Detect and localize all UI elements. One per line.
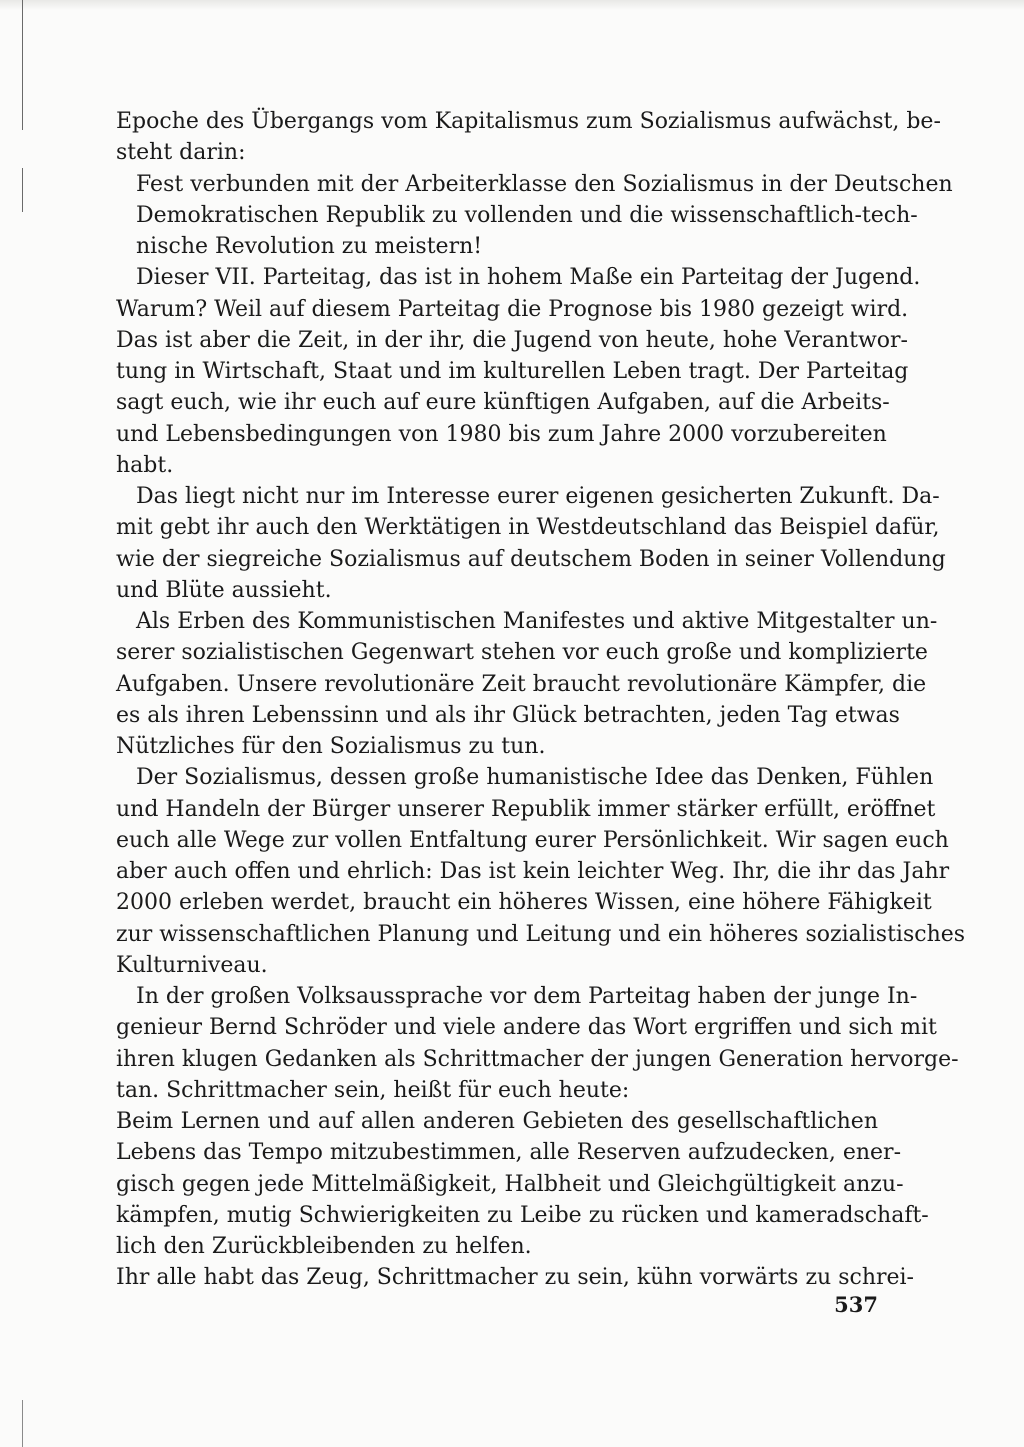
text-line: mit gebt ihr auch den Werktätigen in Westdeutschland das Beispiel dafür, — [116, 515, 940, 541]
text-line: ihren klugen Gedanken als Schrittmacher der jungen Generation hervorge- — [116, 1046, 959, 1072]
text-line: In der großen Volksaussprache vor dem Parteitag haben der junge In- — [136, 984, 918, 1009]
scan-edge-line — [22, 168, 23, 212]
text-line: Epoche des Übergangs vom Kapitalismus zum Sozialismus aufwächst, be- — [116, 109, 941, 134]
body-text — [116, 106, 966, 1294]
text-line: Lebens das Tempo mitzubestimmen, alle Reserven aufzudecken, ener- — [116, 1140, 901, 1166]
text-line: Nützliches für den Sozialismus zu tun. — [116, 734, 546, 759]
scan-edge-line — [22, 1400, 23, 1447]
text-line: habt. — [116, 452, 174, 478]
text-line: kämpfen, mutig Schwierigkeiten zu Leibe zu rücken und kameradschaft- — [116, 1202, 929, 1228]
text-line: Kulturniveau. — [116, 952, 268, 978]
text-line: Als Erben des Kommunistischen Manifestes und aktive Mitgestalter un- — [136, 609, 938, 634]
scan-edge-line — [22, 0, 23, 130]
text-line: Ihr alle habt das Zeug, Schrittmacher zu sein, kühn vorwärts zu schrei- — [116, 1265, 914, 1291]
text-line: steht darin: — [116, 140, 246, 166]
text-line: Der Sozialismus, dessen große humanistische Idee das Denken, Fühlen — [136, 765, 934, 791]
text-line: lich den Zurückbleibenden zu helfen. — [116, 1234, 532, 1259]
text-line: Fest verbunden mit der Arbeiterklasse den Sozialismus in der Deutschen — [136, 171, 953, 197]
scan-shadow — [0, 0, 1024, 10]
text-line: zur wissenschaftlichen Planung und Leitung und ein höheres sozialistisches — [116, 921, 966, 947]
text-line: tan. Schrittmacher sein, heißt für euch heute: — [116, 1077, 630, 1103]
text-line: genieur Bernd Schröder und viele andere das Wort ergriffen und sich mit — [116, 1015, 937, 1041]
text-line: nische Revolution zu meistern! — [136, 234, 483, 259]
text-line: Das liegt nicht nur im Interesse eurer eigenen gesicherten Zukunft. Da- — [136, 484, 940, 509]
text-line: Beim Lernen und auf allen anderen Gebieten des gesellschaftlichen — [116, 1109, 878, 1134]
text-line: 2000 erleben werdet, braucht ein höheres Wissen, eine höhere Fähigkeit — [116, 890, 932, 916]
text-line: und Lebensbedingungen von 1980 bis zum Jahre 2000 vorzubereiten — [116, 421, 887, 447]
text-line: gisch gegen jede Mittelmäßigkeit, Halbheit und Gleichgültigkeit anzu- — [116, 1171, 904, 1197]
text-line: Warum? Weil auf diesem Parteitag die Prognose bis 1980 gezeigt wird. — [116, 296, 909, 322]
text-line: Demokratischen Republik zu vollenden und die wissenschaftlich-tech- — [136, 202, 918, 228]
text-line: tung in Wirtschaft, Staat und im kulturellen Leben tragt. Der Parteitag — [116, 359, 909, 384]
text-line: Aufgaben. Unsere revolutionäre Zeit braucht revolutionäre Kämpfer, die — [116, 671, 927, 697]
text-line: serer sozialistischen Gegenwart stehen vor euch große und komplizierte — [116, 640, 928, 666]
text-line: Dieser VII. Parteitag, das ist in hohem Maße ein Parteitag der Jugend. — [136, 265, 921, 291]
page-number: 537 — [834, 1292, 878, 1317]
text-line: und Blüte aussieht. — [116, 577, 332, 603]
text-line: euch alle Wege zur vollen Entfaltung eurer Persönlichkeit. Wir sagen euch — [116, 827, 949, 853]
text-line: es als ihren Lebenssinn und als ihr Glück betrachten, jeden Tag etwas — [116, 702, 900, 728]
text-line: wie der siegreiche Sozialismus auf deutschem Boden in seiner Vollendung — [116, 546, 946, 572]
text-line: und Handeln der Bürger unserer Republik immer stärker erfüllt, eröffnet — [116, 796, 936, 822]
text-line: sagt euch, wie ihr euch auf eure künftigen Aufgaben, auf die Arbeits- — [116, 390, 890, 416]
text-line: aber auch offen und ehrlich: Das ist kein leichter Weg. Ihr, die ihr das Jahr — [116, 859, 950, 884]
text-line: Das ist aber die Zeit, in der ihr, die Jugend von heute, hohe Verantwor- — [116, 327, 908, 353]
